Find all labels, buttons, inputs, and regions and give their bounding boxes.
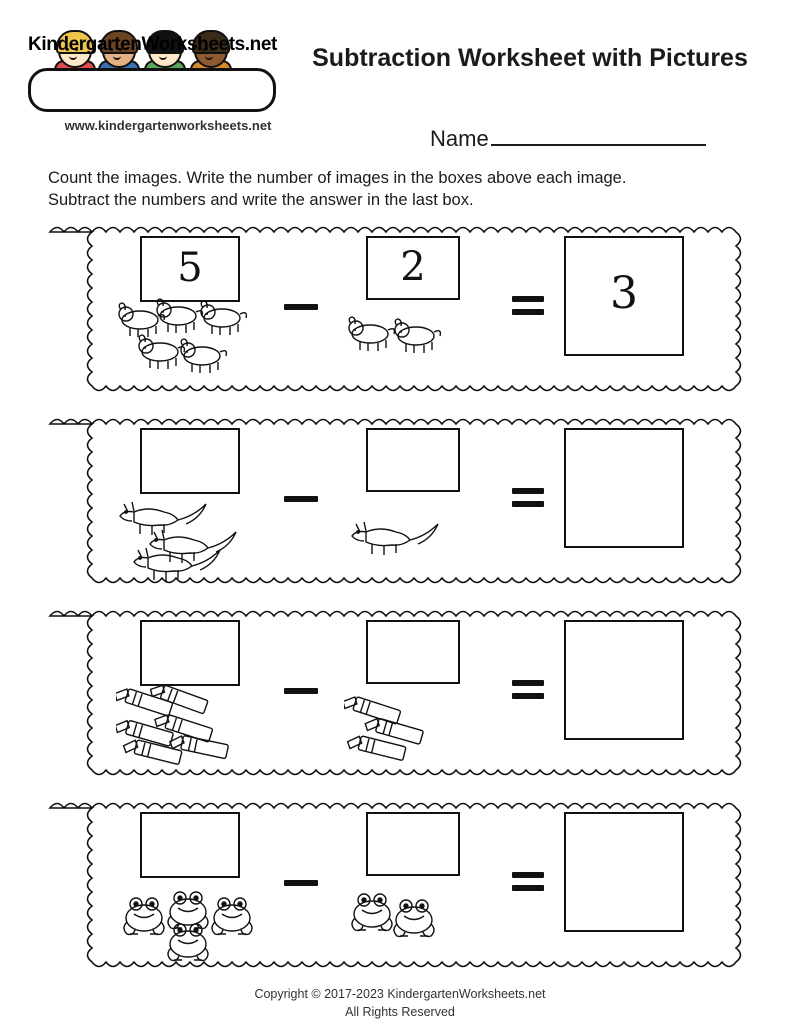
subtrahend-box-2[interactable]: [366, 428, 460, 492]
answer-value-1: 3: [610, 268, 638, 319]
logo-text: KindergartenWorksheets.net: [28, 34, 277, 55]
equals-operator-4: [512, 872, 544, 898]
site-logo: [28, 26, 278, 136]
rights-text: All Rights Reserved: [345, 1005, 455, 1020]
frog-group-icon-2: [344, 878, 474, 968]
subtrahend-box-1[interactable]: [366, 236, 460, 300]
logo-plate: [28, 68, 276, 112]
page-footer: [0, 985, 800, 1021]
equals-operator-3: [512, 680, 544, 706]
minuend-box-4[interactable]: [140, 812, 240, 878]
problem-row-1: [44, 222, 756, 404]
problem-row-2: [44, 414, 756, 596]
minus-operator-1: [284, 304, 318, 310]
equals-operator-1: [512, 296, 544, 322]
subtrahend-value-1: 2: [400, 244, 426, 290]
instructions: [48, 168, 768, 212]
crayon-group-icon-2: [344, 686, 474, 776]
instructions-line-2: Subtract the numbers and write the answer in the last box.: [48, 190, 474, 209]
problem-row-4: [44, 798, 756, 980]
answer-box-3[interactable]: [564, 620, 684, 740]
subtrahend-box-4[interactable]: [366, 812, 460, 876]
equals-operator-2: [512, 488, 544, 514]
minuend-box-3[interactable]: [140, 620, 240, 686]
dog-group-icon-2: [344, 302, 474, 392]
page-title: Subtraction Worksheet with Pictures: [312, 44, 748, 72]
page-header: [0, 18, 800, 151]
minus-operator-4: [284, 880, 318, 886]
crayon-group-icon-1: [116, 680, 276, 780]
minuend-value-1: 5: [177, 245, 203, 291]
answer-box-2[interactable]: [564, 428, 684, 548]
frog-group-icon-1: [116, 872, 276, 972]
answer-box-1[interactable]: [564, 236, 684, 356]
minuend-box-2[interactable]: [140, 428, 240, 494]
minuend-box-1[interactable]: [140, 236, 240, 302]
name-label: Name: [430, 126, 489, 151]
problem-row-3: [44, 606, 756, 788]
instructions-line-1: Count the images. Write the number of images in the boxes above each image.: [48, 169, 627, 187]
name-field-row: [430, 126, 770, 152]
fox-group-icon-2: [344, 494, 474, 584]
answer-box-4[interactable]: [564, 812, 684, 932]
dog-group-icon-1: [116, 296, 276, 396]
copyright-text: Copyright © 2017-2023 KindergartenWorksheets.net: [254, 987, 546, 1001]
fox-group-icon-1: [116, 488, 276, 588]
subtrahend-box-3[interactable]: [366, 620, 460, 684]
site-url: www.kindergartenworksheets.net: [64, 118, 272, 133]
minus-operator-3: [284, 688, 318, 694]
name-input-line[interactable]: [491, 126, 706, 146]
problems-list: [22, 222, 778, 990]
